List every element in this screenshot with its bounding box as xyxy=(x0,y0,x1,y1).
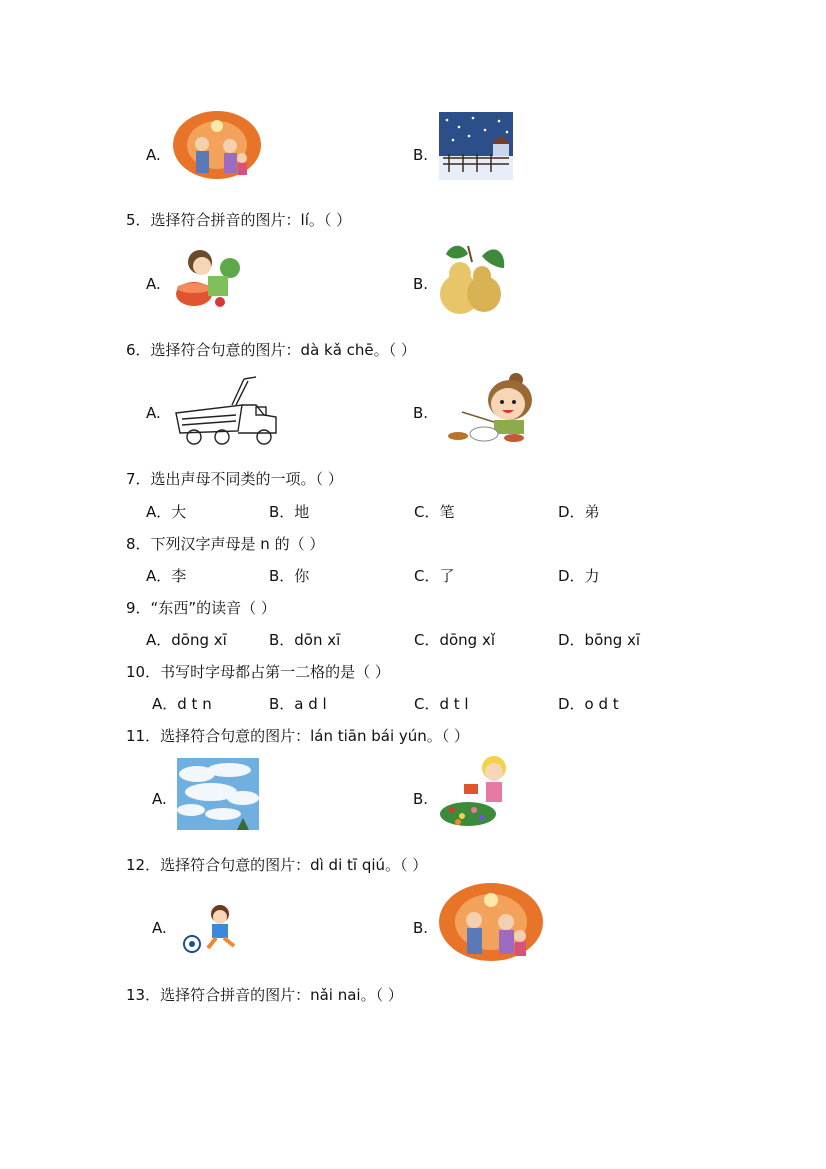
q9-option-a[interactable]: A．dōng xī xyxy=(146,631,227,649)
q7-option-d[interactable]: D．弟 xyxy=(558,503,600,521)
autumn-family-image[interactable] xyxy=(172,110,262,180)
question-6-text: 6．选择符合句意的图片：dà kǎ chē。（ ） xyxy=(126,341,416,359)
snow-scene-image[interactable] xyxy=(439,112,513,180)
question-9-text: 9．“东西”的读音（ ） xyxy=(126,599,276,617)
question-12-text: 12．选择符合句意的图片：dì di tī qiú。（ ） xyxy=(126,856,428,874)
question-8-text: 8．下列汉字声母是 n 的（ ） xyxy=(126,535,325,553)
question-10-text: 10．书写时字母都占第一二格的是（ ） xyxy=(126,663,390,681)
question-11-text: 11．选择符合句意的图片：lán tiān bái yún。（ ） xyxy=(126,727,470,745)
autumn-family-image-2[interactable] xyxy=(438,882,544,962)
q8-option-c[interactable]: C．了 xyxy=(414,567,455,585)
q12-option-b-label: B. xyxy=(413,919,429,937)
q6-option-a-label: A. xyxy=(146,404,161,422)
girl-eating-fruit-image[interactable] xyxy=(172,242,242,312)
q6-option-b-label: B. xyxy=(413,404,429,422)
question-7-text: 7．选出声母不同类的一项。（ ） xyxy=(126,470,343,488)
q7-option-a[interactable]: A．大 xyxy=(146,503,187,521)
q8-option-a[interactable]: A．李 xyxy=(146,567,187,585)
boy-kicking-ball-image[interactable] xyxy=(180,902,250,954)
question-5-text: 5．选择符合拼音的图片：lí。（ ） xyxy=(126,211,352,229)
pear-image[interactable] xyxy=(438,238,508,316)
girl-watering-flowers-image[interactable] xyxy=(438,754,518,830)
q7-option-b[interactable]: B．地 xyxy=(269,503,310,521)
question-13-text: 13．选择符合拼音的图片：nǎi nai。（ ） xyxy=(126,986,403,1004)
q9-option-b[interactable]: B．dōn xī xyxy=(269,631,341,649)
q5-option-b-label: B. xyxy=(413,275,429,293)
q9-option-d[interactable]: D．bōng xī xyxy=(558,631,641,649)
q12-option-a-label: A. xyxy=(152,919,167,937)
q9-option-c[interactable]: C．dōng xǐ xyxy=(414,631,496,649)
blue-sky-clouds-image[interactable] xyxy=(177,758,259,830)
q10-option-b[interactable]: B．a d l xyxy=(269,695,327,713)
girl-eating-rice-image[interactable] xyxy=(438,372,534,450)
option-a-label: A. xyxy=(146,146,161,164)
q10-option-c[interactable]: C．d t l xyxy=(414,695,469,713)
q10-option-a[interactable]: A．d t n xyxy=(152,695,212,713)
q5-option-a-label: A. xyxy=(146,275,161,293)
dump-truck-image[interactable] xyxy=(172,375,280,447)
q11-option-a-label: A. xyxy=(152,790,167,808)
q11-option-b-label: B. xyxy=(413,790,429,808)
q7-option-c[interactable]: C．笔 xyxy=(414,503,455,521)
q8-option-d[interactable]: D．力 xyxy=(558,567,600,585)
option-b-label: B. xyxy=(413,146,429,164)
q10-option-d[interactable]: D．o d t xyxy=(558,695,619,713)
q8-option-b[interactable]: B．你 xyxy=(269,567,310,585)
